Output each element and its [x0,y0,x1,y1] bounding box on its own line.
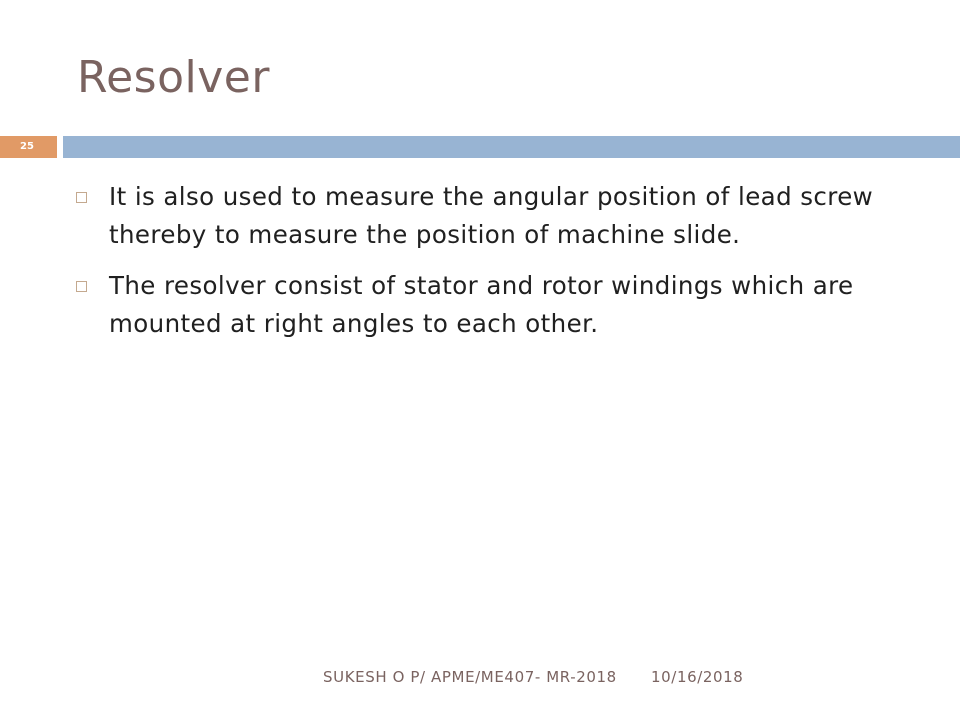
title-accent-bar [63,136,960,158]
hollow-square-icon [76,281,87,292]
bullet-item [76,267,876,343]
slide-title: Resolver [77,52,270,103]
slide-content [76,178,876,356]
bullet-text: It is also used to measure the angular position of lead screw thereby to measure the position of machine slide. [109,182,874,249]
bullet-item [76,178,876,254]
footer-date: 10/16/2018 [651,668,744,686]
hollow-square-icon [76,192,87,203]
bullet-text: The resolver consist of stator and rotor windings which are mounted at right angles to each other. [109,271,854,338]
footer-author: SUKESH O P/ APME/ME407- MR-2018 [323,668,617,686]
slide-number-badge: 25 [0,136,57,158]
